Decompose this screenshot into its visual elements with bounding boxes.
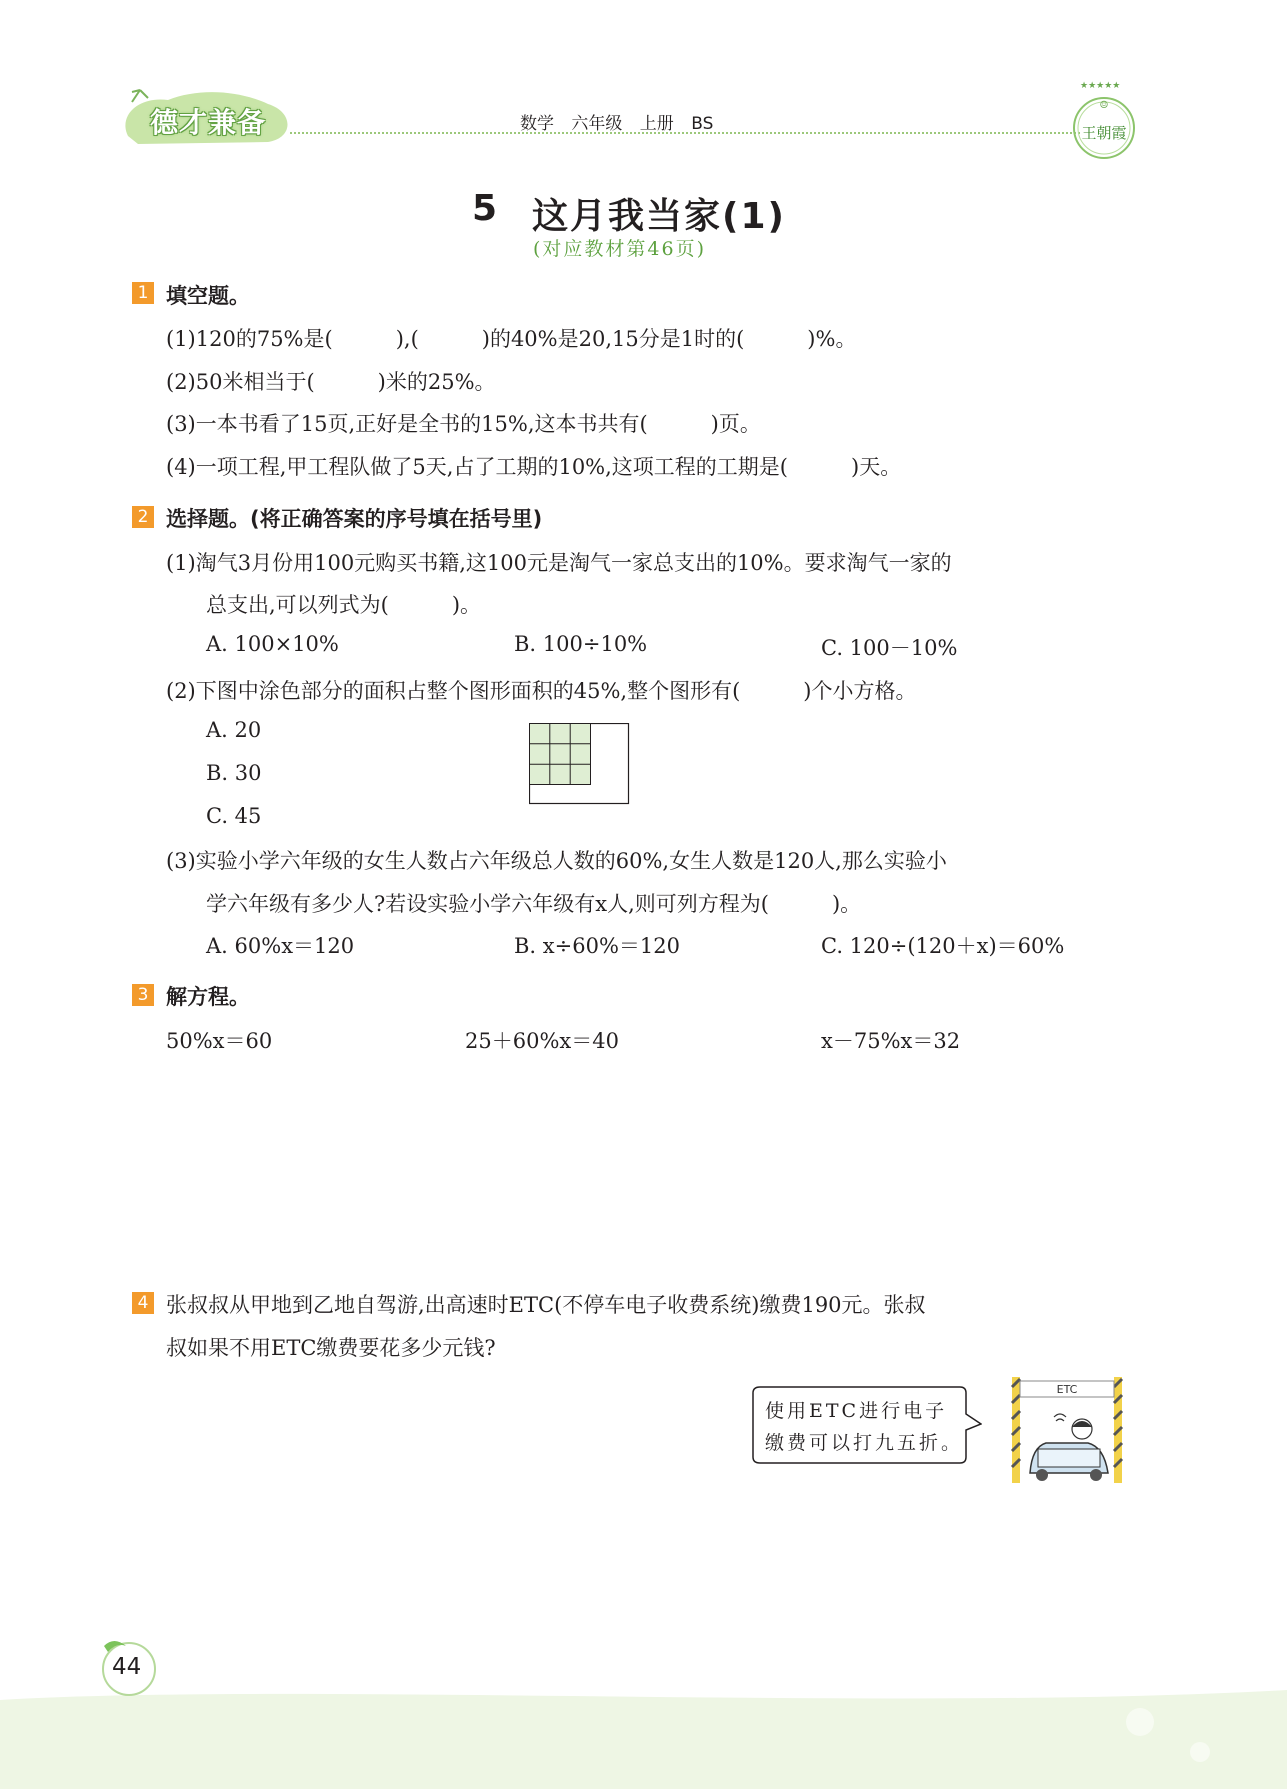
- logo-text: 德才兼备: [150, 106, 267, 139]
- question-3-badge: 3: [132, 984, 154, 1006]
- q2-1-option-b: B. 100÷10%: [514, 632, 648, 656]
- q4-line-2: 叔如果不用ETC缴费要花多少元钱?: [166, 1336, 496, 1360]
- svg-text:★★★★★: ★★★★★: [1080, 81, 1121, 91]
- equation-3: x－75%x＝32: [821, 1029, 961, 1053]
- etc-sign-text: ETC: [1056, 1383, 1078, 1396]
- page-number: 44: [112, 1654, 142, 1680]
- equation-2: 25＋60%x＝40: [465, 1029, 619, 1053]
- q2-2-option-c: C. 45: [206, 804, 262, 828]
- q1-line-4: (4)一项工程,甲工程队做了5天,占了工期的10%,这项工程的工期是( )天。: [166, 455, 902, 479]
- q2-2-option-a: A. 20: [206, 718, 262, 742]
- question-2-badge: 2: [132, 506, 154, 528]
- q2-1-line-2: 总支出,可以列式为( )。: [206, 593, 482, 617]
- etc-toll-illustration: [1008, 1377, 1128, 1485]
- q4-line-1: 张叔叔从甲地到乙地自驾游,出高速时ETC(不停车电子收费系统)缴费190元。张叔: [166, 1293, 926, 1317]
- q2-2-option-b: B. 30: [206, 761, 262, 785]
- page-title: 这月我当家(1): [532, 196, 786, 237]
- q2-1-option-a: A. 100×10%: [206, 632, 339, 656]
- q2-2-line-1: (2)下图中涂色部分的面积占整个图形面积的45%,整个图形有( )个小方格。: [166, 679, 917, 703]
- q1-line-1: (1)120的75%是( ),( )的40%是20,15分是1时的( )%。: [166, 327, 857, 351]
- shaded-grid-figure: [529, 723, 631, 805]
- question-1-heading: 填空题。: [166, 284, 250, 308]
- footer-band: [0, 1682, 1287, 1789]
- header-meta: 数学 六年级 上册 BS: [520, 114, 714, 134]
- lesson-number: 5: [472, 188, 498, 229]
- q2-1-option-c: C. 100－10%: [821, 636, 958, 660]
- speech-line-2: 缴费可以打九五折。: [765, 1432, 964, 1454]
- question-1-badge: 1: [132, 282, 154, 304]
- q1-line-3: (3)一本书看了15页,正好是全书的15%,这本书共有( )页。: [166, 412, 761, 436]
- question-3-heading: 解方程。: [166, 985, 250, 1009]
- speech-text: [765, 1395, 963, 1459]
- q2-3-option-c: C. 120÷(120＋x)＝60%: [821, 934, 1065, 958]
- q1-line-2: (2)50米相当于( )米的25%。: [166, 370, 496, 394]
- question-4-badge: 4: [132, 1292, 154, 1314]
- q2-3-option-a: A. 60%x＝120: [206, 934, 355, 958]
- speech-line-1: 使用ETC进行电子: [765, 1400, 948, 1422]
- q2-3-line-1: (3)实验小学六年级的女生人数占六年级总人数的60%,女生人数是120人,那么实验小: [166, 849, 947, 873]
- question-2-heading: 选择题。(将正确答案的序号填在括号里): [166, 507, 543, 531]
- seal-text: 王朝霞: [1081, 124, 1127, 142]
- brand-seal: [1068, 78, 1140, 166]
- q2-3-line-2: 学六年级有多少人?若设实验小学六年级有x人,则可列方程为( )。: [206, 892, 862, 916]
- q2-1-line-1: (1)淘气3月份用100元购买书籍,这100元是淘气一家总支出的10%。要求淘气一家的: [166, 551, 952, 575]
- equation-1: 50%x＝60: [166, 1029, 273, 1053]
- q2-3-option-b: B. x÷60%＝120: [514, 934, 680, 958]
- page-subtitle: (对应教材第46页): [533, 238, 707, 260]
- svg-text:☺: ☺: [1099, 100, 1109, 111]
